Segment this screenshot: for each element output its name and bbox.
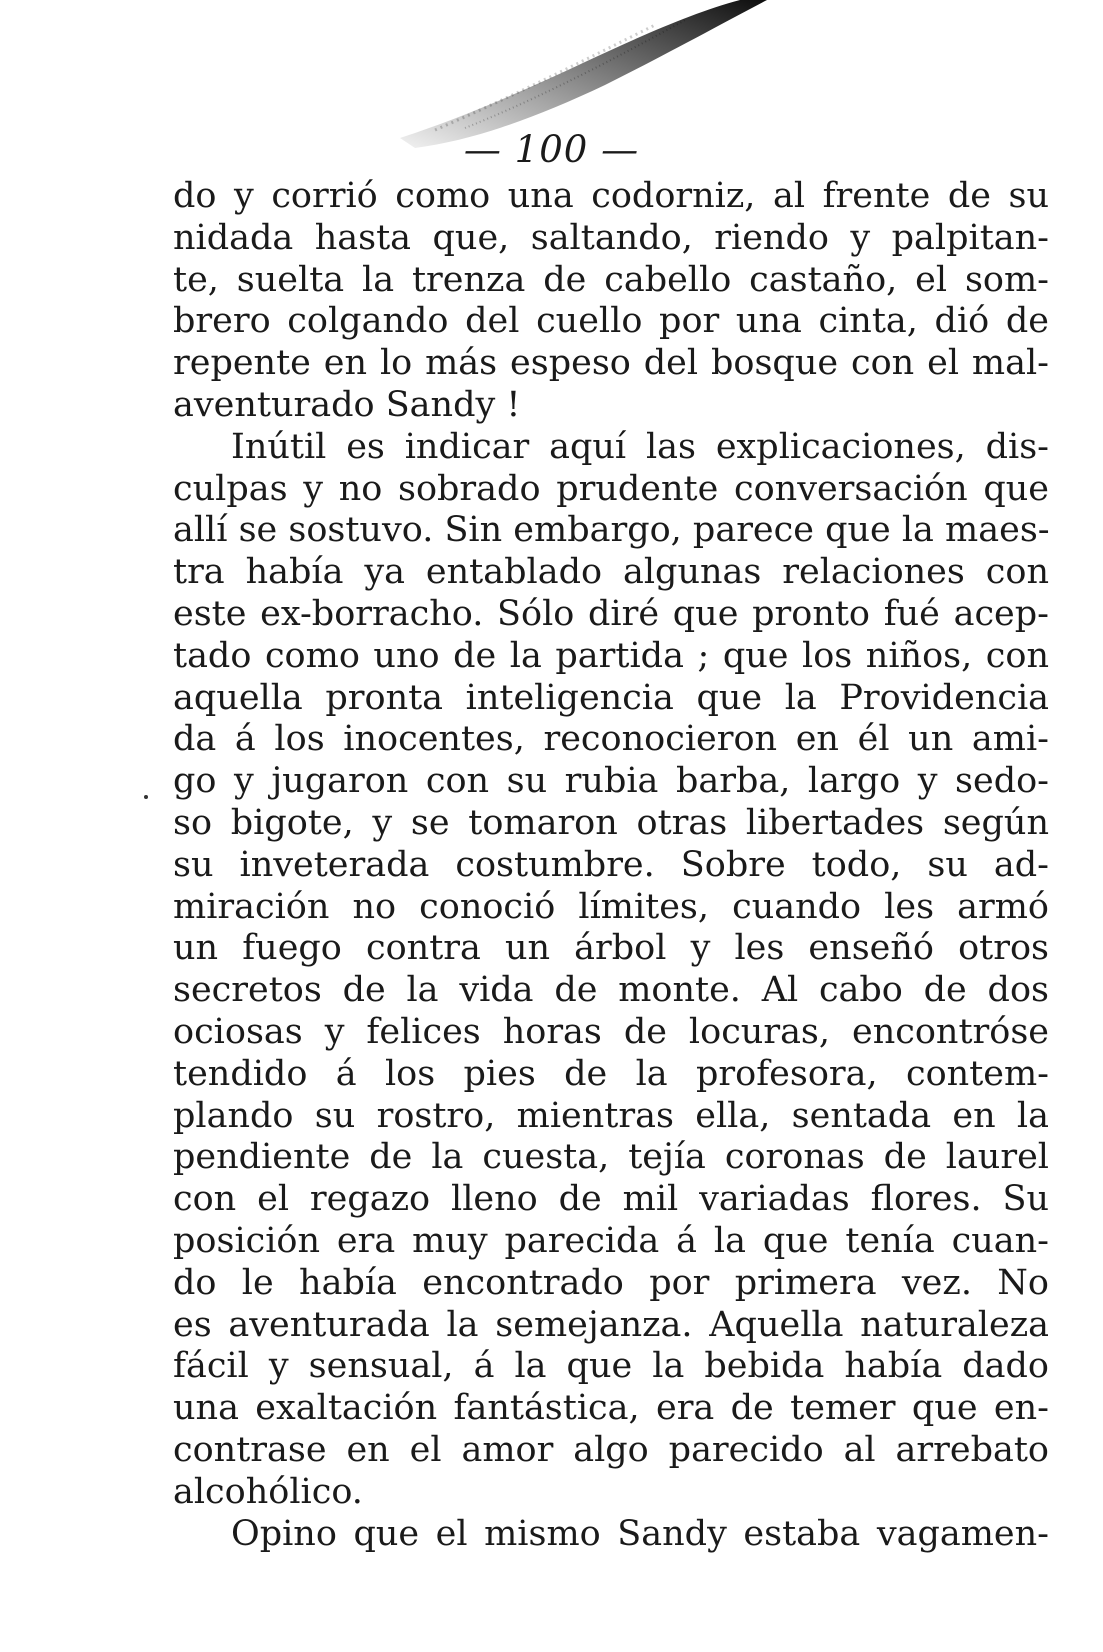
text-line: nidada hasta que, saltando, riendo y palpitan- [173,217,1049,258]
text-line: te, suelta la trenza de cabello castaño, el som- [173,259,1049,300]
text-line: tado como uno de la partida ; que los niños, con [173,635,1049,676]
text-line: una exaltación fantástica, era de temer que en- [173,1388,1049,1429]
text-line: aventurado Sandy ! [173,384,521,425]
text-line: su inveterada costumbre. Sobre todo, su ad- [173,844,1049,885]
text-line: secretos de la vida de monte. Al cabo de dos [173,970,1049,1011]
text-line: do y corrió como una codorniz, al frente de su [173,176,1049,216]
page-number: — 100 — [463,128,640,171]
text-line: aquella pronta inteligencia que la Providencia [173,677,1049,718]
text-line: da á los inocentes, reconocieron en él un ami- [173,719,1049,760]
text-line: allí se sostuvo. Sin embargo, parece que la maes- [173,510,1050,551]
text-line: pendiente de la cuesta, tejía coronas de laurel [173,1137,1049,1178]
text-line: Inútil es indicar aquí las explicaciones, dis- [231,426,1049,467]
text-line: ociosas y felices horas de locuras, encontróse [173,1011,1049,1052]
text-line: go y jugaron con su rubia barba, largo y sedo- [173,761,1049,802]
text-line: brero colgando del cuello por una cinta, dió de [173,301,1049,342]
text-line: repente en lo más espeso del bosque con el mal- [173,343,1049,384]
text-line: contrase en el amor algo parecido al arrebato [173,1429,1049,1470]
text-line: alcohólico. [173,1471,363,1512]
text-line: con el regazo lleno de mil variadas flores. Su [173,1179,1049,1220]
text-line: plando su rostro, mientras ella, sentada en la [173,1095,1049,1136]
text-line: tra había ya entablado algunas relaciones con [173,552,1049,593]
text-line: tendido á los pies de la profesora, contem- [173,1053,1049,1094]
ink-speck [144,795,148,799]
text-line: un fuego contra un árbol y les enseñó otros [173,928,1049,969]
text-line: Opino que el mismo Sandy estaba vagamen- [231,1513,1049,1554]
text-line: do le había encontrado por primera vez. No [173,1262,1049,1303]
body-text [173,176,1049,1555]
text-line: fácil y sensual, á la que la bebida había dado [173,1346,1049,1387]
text-line: es aventurada la semejanza. Aquella naturaleza [173,1304,1049,1345]
text-line: este ex-borracho. Sólo diré que pronto fué acep- [173,593,1049,634]
text-line: so bigote, y se tomaron otras libertades según [173,802,1049,843]
text-line: culpas y no sobrado prudente conversación que [173,468,1049,509]
text-line: posición era muy parecida á la que tenía cuan- [173,1220,1049,1261]
text-line: miración no conoció límites, cuando les armó [173,886,1049,927]
